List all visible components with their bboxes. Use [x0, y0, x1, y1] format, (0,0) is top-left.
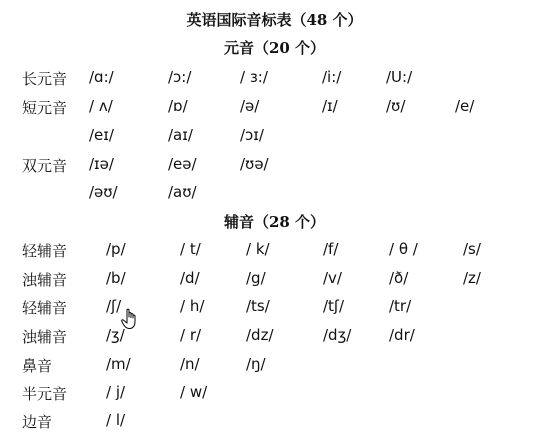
row-label-semivowel: 半元音: [22, 385, 68, 403]
symbol-cell: /ʒ/: [106, 326, 125, 344]
symbol-cell: / r/: [180, 326, 202, 344]
symbol-cell: /ts/: [246, 297, 270, 315]
symbol-cell: /d/: [180, 269, 200, 287]
symbol-cell: /ʊə/: [240, 155, 269, 173]
symbol-cell: /aʊ/: [168, 183, 197, 201]
vowels-title: 元音（20 个）: [223, 39, 326, 57]
main-title: 英语国际音标表（48 个）: [186, 11, 363, 29]
symbol-cell: / t/: [180, 240, 201, 258]
row-label-voiceless-1: 轻辅音: [22, 242, 68, 260]
symbol-cell: /f/: [323, 240, 339, 258]
symbol-cell: /g/: [246, 269, 266, 287]
symbol-cell: /ɔ:/: [168, 68, 192, 86]
symbol-cell: /tr/: [389, 297, 412, 315]
symbol-cell: /ŋ/: [246, 355, 266, 373]
symbol-cell: /ɪ/: [322, 97, 338, 115]
row-label-voiceless-2: 轻辅音: [22, 299, 68, 317]
symbol-cell: /dʒ/: [323, 326, 352, 344]
symbol-cell: / l/: [106, 411, 126, 429]
symbol-cell: /ʊ/: [386, 97, 406, 115]
symbol-cell: /tʃ/: [323, 297, 345, 315]
symbol-cell: /əʊ/: [89, 183, 118, 201]
symbol-cell: /aɪ/: [168, 126, 193, 144]
symbol-cell: / j/: [106, 383, 126, 401]
symbol-cell: / θ /: [389, 240, 418, 258]
row-label-lateral: 边音: [22, 413, 53, 431]
symbol-cell: /ʃ/: [106, 297, 122, 315]
symbol-cell: /p/: [106, 240, 126, 258]
consonants-title: 辅音（28 个）: [223, 213, 326, 231]
symbol-cell: /ɪə/: [89, 155, 114, 173]
row-label-short-vowels: 短元音: [22, 99, 68, 117]
symbol-cell: /ɔɪ/: [240, 126, 264, 144]
symbol-cell: /dz/: [246, 326, 274, 344]
symbol-cell: / w/: [180, 383, 208, 401]
symbol-cell: /s/: [463, 240, 481, 258]
symbol-cell: /dr/: [389, 326, 415, 344]
row-label-diphthongs: 双元音: [22, 157, 68, 175]
symbol-cell: /eɪ/: [89, 126, 114, 144]
symbol-cell: /v/: [323, 269, 342, 287]
symbol-cell: /n/: [180, 355, 200, 373]
symbol-cell: / ɜ:/: [240, 68, 268, 86]
symbol-cell: /z/: [463, 269, 481, 287]
row-label-voiced-1: 浊辅音: [22, 271, 68, 289]
symbol-cell: /e/: [455, 97, 475, 115]
symbol-cell: / ʌ/: [89, 97, 113, 115]
symbol-cell: /ð/: [389, 269, 409, 287]
row-label-voiced-2: 浊辅音: [22, 328, 68, 346]
hand-pointer-cursor-icon: [121, 308, 139, 330]
symbol-cell: /ɒ/: [168, 97, 188, 115]
symbol-cell: /m/: [106, 355, 131, 373]
symbol-cell: / h/: [180, 297, 205, 315]
row-label-nasal: 鼻音: [22, 357, 53, 375]
symbol-cell: /U:/: [386, 68, 413, 86]
symbol-cell: /ə/: [240, 97, 260, 115]
symbol-cell: / k/: [246, 240, 270, 258]
symbol-cell: /i:/: [322, 68, 342, 86]
symbol-cell: /eə/: [168, 155, 197, 173]
row-label-long-vowels: 长元音: [22, 70, 68, 88]
symbol-cell: /ɑ:/: [89, 68, 114, 86]
symbol-cell: /b/: [106, 269, 126, 287]
